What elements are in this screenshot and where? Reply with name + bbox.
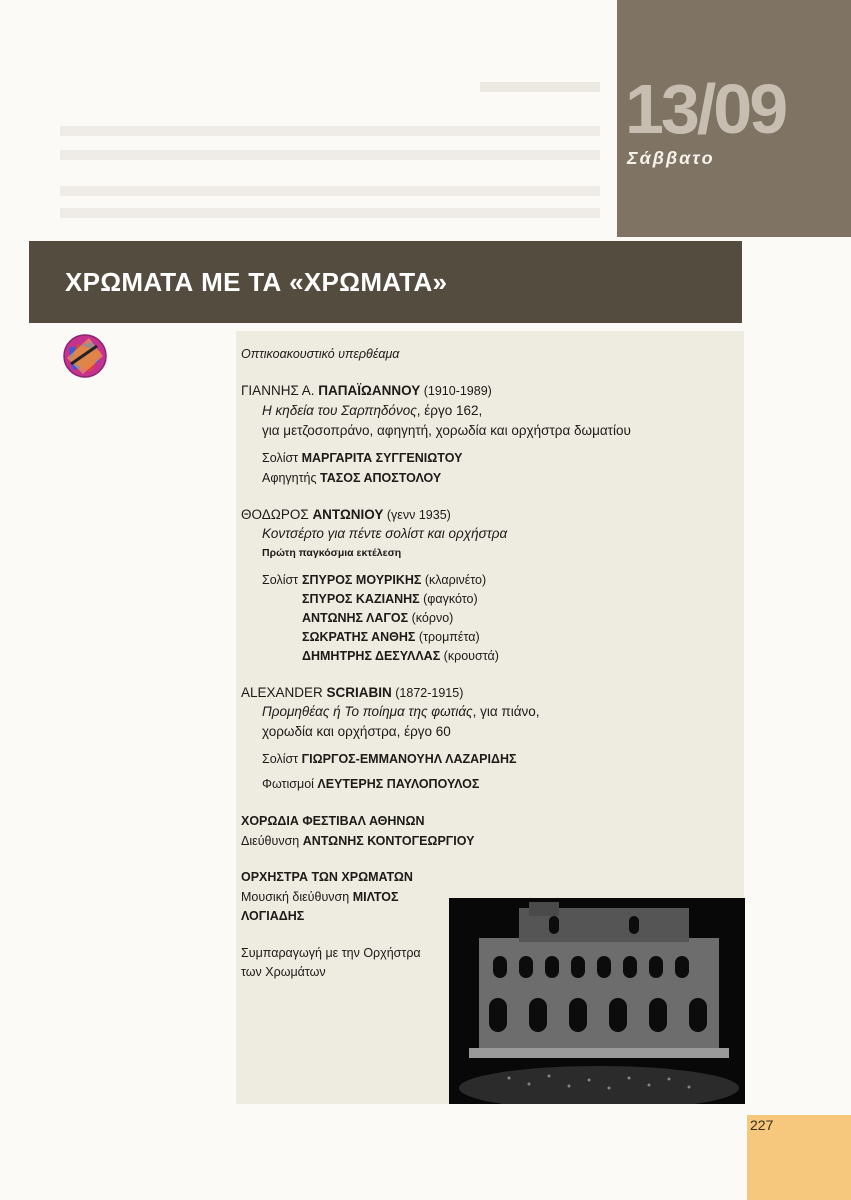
work2-soloist: ΣΩΚΡΑΤΗΣ ΑΝΘΗΣ (τρομπέτα) xyxy=(302,630,480,644)
orchestra-director-surname: ΛΟΓΙΑΔΗΣ xyxy=(241,909,305,923)
work1-narrator: Αφηγητής ΤΑΣΟΣ ΑΠΟΣΤΟΛΟΥ xyxy=(262,471,442,485)
work2-soloist: ΣΠΥΡΟΣ ΚΑΖΙΑΝΗΣ (φαγκότο) xyxy=(302,592,478,606)
date: 13/09 xyxy=(625,70,786,148)
weekday: Σάββατο xyxy=(627,148,715,168)
work3-soloist: Σολίστ ΓΙΩΡΓΟΣ-ΕΜΜΑΝΟΥΗΛ ΛΑΖΑΡΙΔΗΣ xyxy=(262,752,517,766)
odeon-photo xyxy=(449,898,745,1104)
work1-desc: για μετζοσοπράνο, αφηγητή, χορωδία και ορχήστρα δωματίου xyxy=(262,423,631,438)
choir-name: ΧΟΡΩΔΙΑ ΦΕΣΤΙΒΑΛ ΑΘΗΝΩΝ xyxy=(241,814,425,828)
work3-desc: χορωδία και ορχήστρα, έργο 60 xyxy=(262,724,451,739)
page-number-box xyxy=(747,1115,851,1200)
work1-composer: ΓΙΑΝΝΗΣ Α. ΠΑΠΑΪΩΑΝΝΟΥ (1910-1989) xyxy=(241,383,492,398)
work3-title: Προμηθέας ή Το ποίημα της φωτιάς, για πιάνο, xyxy=(262,704,540,719)
orchestra-name: ΟΡΧΗΣΤΡΑ ΤΩΝ ΧΡΩΜΑΤΩΝ xyxy=(241,870,413,884)
choir-director: Διεύθυνση ΑΝΤΩΝΗΣ ΚΟΝΤΟΓΕΩΡΓΙΟΥ xyxy=(241,834,475,848)
date-box xyxy=(617,0,851,237)
work3-composer: ALEXANDER SCRIABIN (1872-1915) xyxy=(241,685,464,700)
work1-title: Η κηδεία του Σαρπηδόνος, έργο 162, xyxy=(262,403,483,418)
genre: Οπτικοακουστικό υπερθέαμα xyxy=(241,347,400,361)
work2-premiere: Πρώτη παγκόσμια εκτέλεση xyxy=(262,547,402,559)
work3-lighting: Φωτισμοί ΛΕΥΤΕΡΗΣ ΠΑΥΛΟΠΟΥΛΟΣ xyxy=(262,777,480,791)
page-number: 227 xyxy=(750,1117,774,1133)
title-bar xyxy=(29,241,742,323)
coproduction-line-1: Συμπαραγωγή με την Ορχήστρα xyxy=(241,946,421,960)
page-title: ΧΡΩΜΑΤΑ ΜΕ ΤΑ «ΧΡΩΜΑΤΑ» xyxy=(65,267,448,297)
orchestra-director: Μουσική διεύθυνση ΜΙΛΤΟΣ xyxy=(241,890,399,904)
work1-soloist: Σολίστ ΜΑΡΓΑΡΙΤΑ ΣΥΓΓΕΝΙΩΤΟΥ xyxy=(262,451,463,465)
work2-soloist-label: Σολίστ xyxy=(262,573,299,587)
work2-soloist: ΣΠΥΡΟΣ ΜΟΥΡΙΚΗΣ (κλαρινέτο) xyxy=(302,573,487,587)
coproduction-line-2: των Χρωμάτων xyxy=(241,965,326,979)
colors-logo-icon xyxy=(63,334,107,378)
work2-soloist: ΑΝΤΩΝΗΣ ΛΑΓΟΣ (κόρνο) xyxy=(302,611,454,625)
work2-title: Κοντσέρτο για πέντε σολίστ και ορχήστρα xyxy=(262,526,508,541)
work2-composer: ΘΟΔΩΡΟΣ ΑΝΤΩΝΙΟΥ (γενν 1935) xyxy=(241,507,451,522)
work2-soloist: ΔΗΜΗΤΡΗΣ ΔΕΣΥΛΛΑΣ (κρουστά) xyxy=(302,649,499,663)
